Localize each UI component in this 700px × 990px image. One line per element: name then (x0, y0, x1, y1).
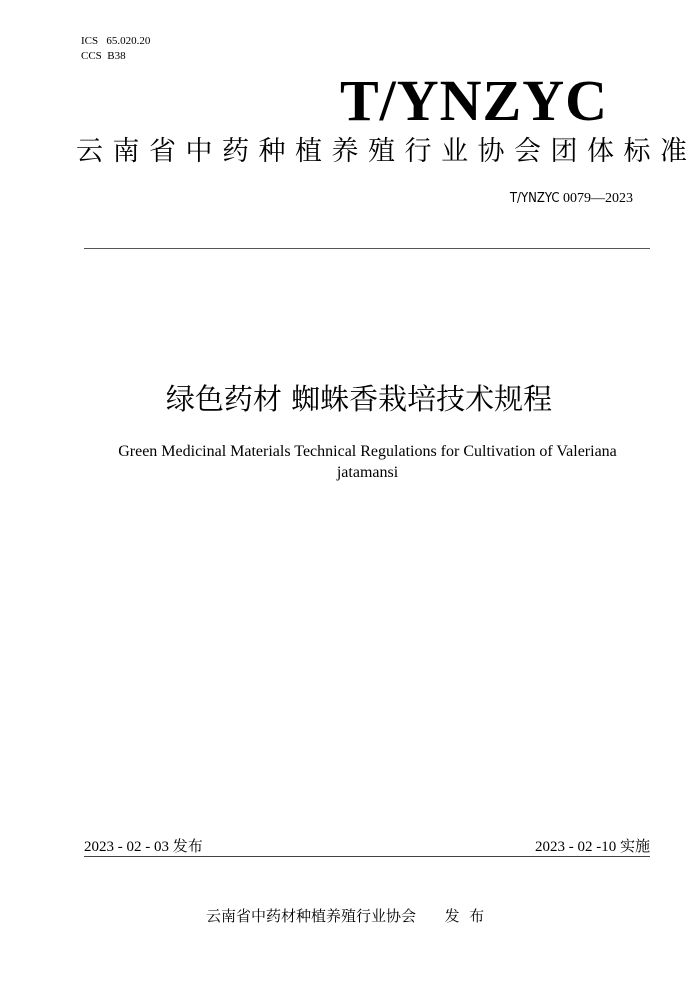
ccs-code: CCS B38 (81, 50, 126, 62)
ics-code: ICS 65.020.20 (81, 35, 151, 47)
publisher-action: 发 布 (444, 907, 485, 925)
issue-label: 发布 (172, 837, 203, 855)
standard-number-prefix: T/YNZYC (509, 191, 560, 206)
standard-number (510, 191, 633, 207)
document-title-english: Green Medicinal Materials Technical Regulations for Cultivation of Valeriana jatamansi (118, 443, 617, 481)
classification-codes (81, 34, 150, 64)
standard-logo: T/YNZYC (339, 68, 608, 133)
issue-date (84, 835, 203, 856)
top-divider (84, 248, 650, 249)
association-title: 云南省中药种植养殖行业协会团体标准 (76, 136, 697, 167)
bottom-divider (84, 856, 650, 857)
standard-number-suffix: 0079—2023 (559, 191, 633, 206)
document-title-chinese: 绿色药材 蜘蛛香栽培技术规程 (165, 382, 553, 416)
publisher-name: 云南省中药材种植养殖行业协会 (206, 907, 417, 925)
publisher-line (206, 905, 484, 926)
implementation-label: 实施 (619, 837, 650, 855)
implementation-date (535, 835, 650, 856)
issue-date-value: 2023 - 02 - 03 (84, 839, 173, 855)
implementation-date-value: 2023 - 02 -10 (534, 839, 620, 855)
